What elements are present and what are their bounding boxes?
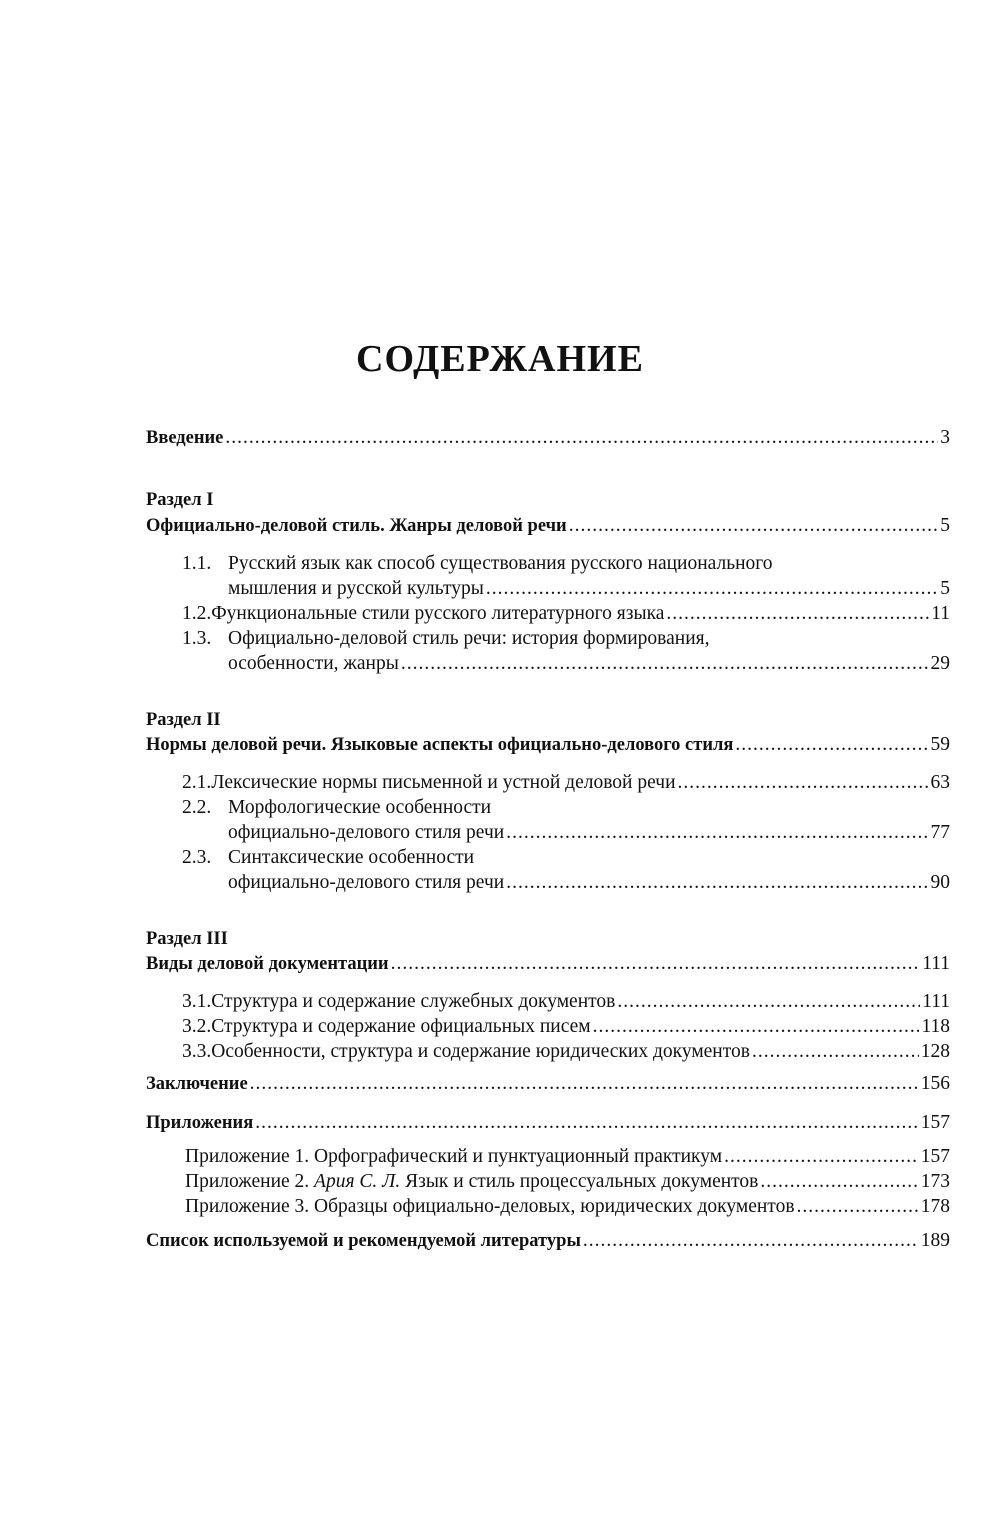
toc-entry-number: 1.3. bbox=[182, 628, 212, 649]
toc-entry-2-2-cont[interactable] bbox=[228, 821, 950, 845]
leader-dots bbox=[617, 990, 920, 1014]
toc-entry-text: Лексические нормы письменной и устной деловой речи bbox=[211, 772, 676, 793]
leader-dots bbox=[735, 733, 928, 757]
toc-entry-text: Русский язык как способ существования русского национального bbox=[228, 553, 773, 574]
leader-dots bbox=[401, 652, 929, 676]
toc-entry-text: официально-делового стиля речи bbox=[228, 872, 505, 893]
appendix-prefix: Приложение 1. bbox=[185, 1146, 310, 1167]
toc-entry-text: мышления и русской культуры bbox=[228, 578, 484, 599]
toc-entry-text: Официально-деловой стиль. Жанры деловой речи bbox=[146, 516, 567, 536]
toc-entry-text: особенности, жанры bbox=[228, 653, 399, 674]
toc-entry-number: 3.2. bbox=[182, 1016, 212, 1037]
toc-entry-1-3-cont[interactable] bbox=[228, 652, 950, 676]
page-title: СОДЕРЖАНИЕ bbox=[356, 338, 644, 380]
toc-entry-text: официально-делового стиля речи bbox=[228, 822, 505, 843]
toc-entry-number: 2.2. bbox=[182, 797, 212, 818]
section-1-heading: Раздел I bbox=[146, 490, 214, 510]
leader-dots bbox=[250, 1072, 919, 1096]
toc-page-number: 5 bbox=[940, 578, 950, 599]
toc-entry-text: Структура и содержание официальных писем bbox=[211, 1016, 591, 1037]
leader-dots bbox=[678, 771, 929, 795]
toc-entry-section-2[interactable] bbox=[146, 733, 950, 757]
toc-entry-appendix-1[interactable] bbox=[185, 1145, 950, 1169]
toc-entry-bibliography[interactable] bbox=[146, 1229, 950, 1253]
toc-page-number: 118 bbox=[921, 1016, 950, 1037]
toc-entry-1-1-cont[interactable] bbox=[228, 577, 950, 601]
toc-entry-1-1[interactable] bbox=[182, 552, 950, 576]
toc-entry-text: Список используемой и рекомендуемой литературы bbox=[146, 1231, 581, 1251]
toc-entry-conclusion[interactable] bbox=[146, 1072, 950, 1096]
leader-dots bbox=[391, 952, 921, 976]
toc-entry-2-3[interactable] bbox=[182, 846, 950, 870]
toc-page-number: 178 bbox=[920, 1196, 950, 1217]
toc-page-number: 111 bbox=[922, 991, 950, 1012]
leader-dots bbox=[593, 1015, 920, 1039]
toc-entry-3-3[interactable] bbox=[182, 1040, 950, 1064]
toc-entry-section-3[interactable] bbox=[146, 952, 950, 976]
toc-entry-text: Нормы деловой речи. Языковые аспекты официально-делового стиля bbox=[146, 735, 734, 755]
toc-entry-3-1[interactable] bbox=[182, 990, 950, 1014]
appendix-author: Ария С. Л. bbox=[314, 1171, 401, 1192]
toc-entry-text: Язык и стиль процессуальных документов bbox=[405, 1171, 759, 1192]
toc-entry-text: Официально-деловой стиль речи: история формирования, bbox=[228, 628, 710, 649]
toc-page-number: 59 bbox=[930, 734, 950, 755]
toc-entry-text: Заключение bbox=[146, 1074, 248, 1094]
toc-page-number: 128 bbox=[920, 1041, 950, 1062]
toc-entry-text: Особенности, структура и содержание юридических документов bbox=[211, 1041, 750, 1062]
toc-page-number: 156 bbox=[920, 1073, 950, 1094]
leader-dots bbox=[752, 1040, 919, 1064]
toc-page-number: 111 bbox=[922, 953, 950, 974]
leader-dots bbox=[506, 821, 928, 845]
toc-entry-text: Виды деловой документации bbox=[146, 954, 389, 974]
toc-page-number: 173 bbox=[920, 1171, 950, 1192]
toc-entry-appendix-3[interactable] bbox=[185, 1195, 950, 1219]
toc-page-number: 63 bbox=[930, 772, 950, 793]
section-3-heading: Раздел III bbox=[146, 929, 228, 949]
leader-dots bbox=[724, 1145, 919, 1169]
toc-page-number: 5 bbox=[940, 515, 950, 536]
toc-entry-2-2[interactable] bbox=[182, 796, 950, 820]
toc-entry-text: Образцы официально-деловых, юридических документов bbox=[314, 1196, 795, 1217]
toc-page-number: 90 bbox=[930, 872, 950, 893]
toc-entry-text: Введение bbox=[146, 428, 224, 448]
leader-dots bbox=[569, 514, 939, 538]
toc-entry-number: 3.1. bbox=[182, 991, 212, 1012]
toc-entry-number: 1.2. bbox=[182, 603, 212, 624]
toc-entry-text: Структура и содержание служебных документов bbox=[211, 991, 616, 1012]
toc-entry-appendix-2[interactable] bbox=[185, 1170, 950, 1194]
toc-entry-2-3-cont[interactable] bbox=[228, 871, 950, 895]
toc-entry-intro[interactable] bbox=[146, 426, 950, 450]
toc-entry-number: 3.3. bbox=[182, 1041, 212, 1062]
toc-entry-section-1[interactable] bbox=[146, 514, 950, 538]
leader-dots bbox=[225, 426, 938, 450]
toc-page-number: 157 bbox=[920, 1146, 950, 1167]
toc-entry-text: Синтаксические особенности bbox=[228, 847, 475, 868]
toc-entry-3-2[interactable] bbox=[182, 1015, 950, 1039]
appendix-prefix: Приложение 3. bbox=[185, 1196, 310, 1217]
toc-page-number: 157 bbox=[920, 1112, 950, 1133]
leader-dots bbox=[583, 1229, 919, 1253]
toc-page-number: 11 bbox=[931, 603, 950, 624]
toc-page-number: 77 bbox=[930, 822, 950, 843]
toc-page-number: 189 bbox=[920, 1230, 950, 1251]
toc-entry-1-2[interactable] bbox=[182, 602, 950, 626]
appendix-prefix: Приложение 2. bbox=[185, 1171, 310, 1192]
toc-entry-text: Орфографический и пунктуационный практикум bbox=[314, 1146, 723, 1167]
leader-dots bbox=[666, 602, 929, 626]
toc-entry-number: 1.1. bbox=[182, 553, 212, 574]
leader-dots bbox=[797, 1195, 919, 1219]
toc-page-number: 3 bbox=[940, 427, 950, 448]
toc-entry-text: Приложения bbox=[146, 1113, 254, 1133]
leader-dots bbox=[506, 871, 928, 895]
toc-entry-number: 2.1. bbox=[182, 772, 212, 793]
toc-page-number: 29 bbox=[930, 653, 950, 674]
leader-dots bbox=[255, 1111, 919, 1135]
section-2-heading: Раздел II bbox=[146, 710, 221, 730]
toc-entry-number: 2.3. bbox=[182, 847, 212, 868]
toc-entry-text: Функциональные стили русского литературного языка bbox=[211, 603, 665, 624]
leader-dots bbox=[760, 1170, 918, 1194]
leader-dots bbox=[486, 577, 938, 601]
toc-entry-2-1[interactable] bbox=[182, 771, 950, 795]
toc-entry-text: Морфологические особенности bbox=[228, 797, 492, 818]
toc-entry-1-3[interactable] bbox=[182, 627, 950, 651]
toc-entry-appendices[interactable] bbox=[146, 1111, 950, 1135]
